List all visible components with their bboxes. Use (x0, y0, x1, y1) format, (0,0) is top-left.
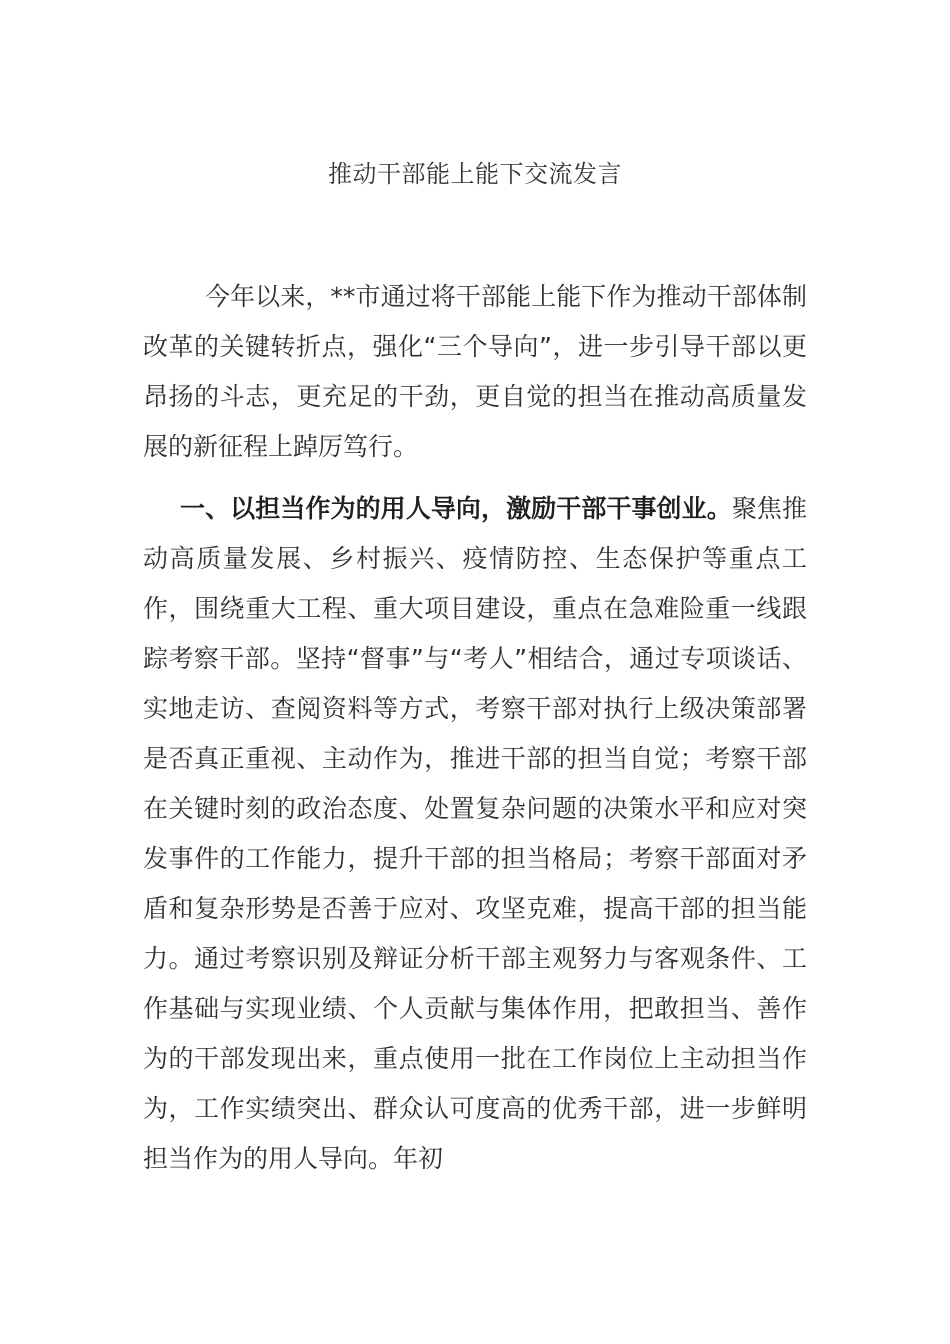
paragraph-section-one (143, 484, 807, 1184)
document-title: 推动干部能上能下交流发言 (328, 160, 622, 188)
paragraph-intro (143, 272, 807, 472)
section-one-heading: 一、以担当作为的用人导向，激励干部干事创业。 (180, 494, 732, 523)
paragraph-section-one-text: 聚焦推动高质量发展、乡村振兴、疫情防控、生态保护等重点工作，围绕重大工程、重大项目建设，重点在急难险重一线跟踪考察干部。坚持“督事”与“考人”相结合，通过专项谈话、实地走访、查阅资料等方式，考察干部对执行上级决策部署是否真正重视、主动作为，推进干部的担当自觉；考察干部在关键时刻的政治态度、处置复杂问题的决策水平和应对突发事件的工作能力，提升干部的担当格局；考察干部面对矛盾和复杂形势是否善于应对、攻坚克难，提高干部的担当能力。通过考察识别及辩证分析干部主观努力与客观条件、工作基础与实现业绩、个人贡献与集体作用，把敢担当、善作为的干部发现出来，重点使用一批在工作岗位上主动担当作为，工作实绩突出、群众认可度高的优秀干部，进一步鲜明担当作为的用人导向。年初 (143, 494, 807, 1173)
paragraph-intro-text: 今年以来，**市通过将干部能上能下作为推动干部体制改革的关键转折点，强化“三个导向”，进一步引导干部以更昂扬的斗志，更充足的干劲，更自觉的担当在推动高质量发展的新征程上踔厉笃行。 (143, 282, 807, 461)
